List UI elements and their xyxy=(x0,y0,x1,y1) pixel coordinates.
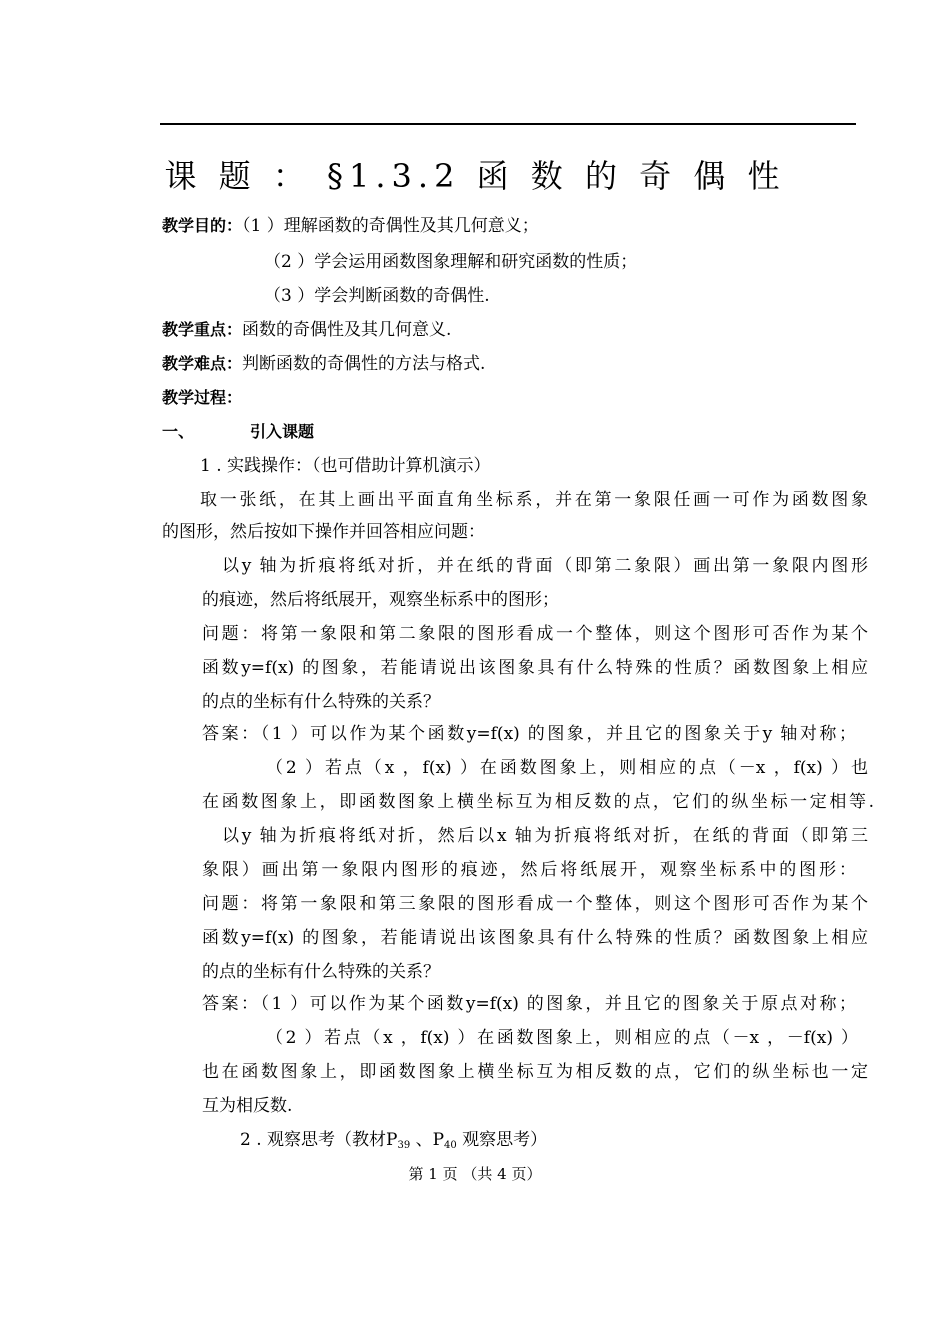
body-line: 的图形，然后按如下操作并回答相应问题： xyxy=(162,522,485,542)
observe-line: 2 . 观察思考（教材$P_{39}$ 、$P_{40}$ 观察思考） xyxy=(240,1130,548,1151)
objectives-row xyxy=(162,214,539,238)
subscript-40: 40 xyxy=(444,1140,457,1151)
body-line: 1 . 实践操作：（也可借助计算机演示） xyxy=(200,456,491,476)
body-line: 问题：将第一象限和第二象限的图形看成一个整体，则这个图形可否作为某个 xyxy=(202,624,868,644)
key-point-row xyxy=(162,318,451,342)
body-line: 取一张纸，在其上画出平面直角坐标系，并在第一象限任画一可作为函数图象 xyxy=(200,490,868,510)
difficulty-text: 判断函数的奇偶性的方法与格式. xyxy=(242,354,486,374)
subscript-39: 39 xyxy=(397,1140,411,1151)
body-line: 在函数图象上，即函数图象上横坐标互为相反数的点，它们的纵坐标一定相等. xyxy=(202,792,874,812)
key-point-label: 教学重点： xyxy=(162,320,243,339)
body-line: 互为相反数. xyxy=(202,1096,293,1116)
body-line: 答案：（1 ）可以作为某个函数y=f(x) 的图象，并且它的图象关于y 轴对称； xyxy=(202,724,856,744)
page-footer: 第 1 页 （共 4 页） xyxy=(408,1165,542,1183)
objective-item: （3 ）学会判断函数的奇偶性. xyxy=(264,286,490,306)
section-number: 一、 xyxy=(162,422,195,441)
body-line: 答案：（1 ）可以作为某个函数y=f(x) 的图象，并且它的图象关于原点对称； xyxy=(202,994,856,1014)
body-line: 象限）画出第一象限内图形的痕迹，然后将纸展开，观察坐标系中的图形： xyxy=(202,860,856,880)
body-line: （2 ）若点（x ，f(x) ）在函数图象上，则相应的点（－x ，－f(x) ） xyxy=(266,1028,858,1048)
difficulty-label: 教学难点： xyxy=(162,354,243,373)
body-line: 问题：将第一象限和第三象限的图形看成一个整体，则这个图形可否作为某个 xyxy=(202,894,868,914)
header-rule xyxy=(160,123,856,125)
section-title: 引入课题 xyxy=(250,422,315,441)
body-line: 的点的坐标有什么特殊的关系？ xyxy=(202,962,440,982)
body-line: 的痕迹，然后将纸展开，观察坐标系中的图形； xyxy=(202,590,559,610)
body-line: 也在函数图象上，即函数图象上横坐标互为相反数的点，它们的纵坐标也一定 xyxy=(202,1062,868,1082)
body-line: 以y 轴为折痕将纸对折，并在纸的背面（即第二象限）画出第一象限内图形 xyxy=(222,556,868,576)
lesson-title: 课 题 ： §1.3.2 函 数 的 奇 偶 性 xyxy=(164,157,786,195)
body-line: 的点的坐标有什么特殊的关系？ xyxy=(202,692,440,712)
objective-item: （2 ）学会运用函数图象理解和研究函数的性质； xyxy=(264,252,638,272)
objective-item: （1 ）理解函数的奇偶性及其几何意义； xyxy=(242,216,539,236)
body-line: 以y 轴为折痕将纸对折，然后以x 轴为折痕将纸对折，在纸的背面（即第三 xyxy=(222,826,868,846)
body-line: （2 ）若点（x ，f(x) ）在函数图象上，则相应的点（－x ，f(x) ）也 xyxy=(266,758,868,778)
objectives-label: 教学目的： xyxy=(162,216,243,235)
key-point-text: 函数的奇偶性及其几何意义. xyxy=(242,320,452,340)
section-heading xyxy=(162,420,314,444)
body-line: 函数y=f(x) 的图象，若能请说出该图象具有什么特殊的性质？函数图象上相应 xyxy=(202,928,868,948)
process-label: 教学过程： xyxy=(162,388,243,407)
difficulty-row xyxy=(162,352,485,376)
body-line: 函数y=f(x) 的图象，若能请说出该图象具有什么特殊的性质？函数图象上相应 xyxy=(202,658,868,678)
